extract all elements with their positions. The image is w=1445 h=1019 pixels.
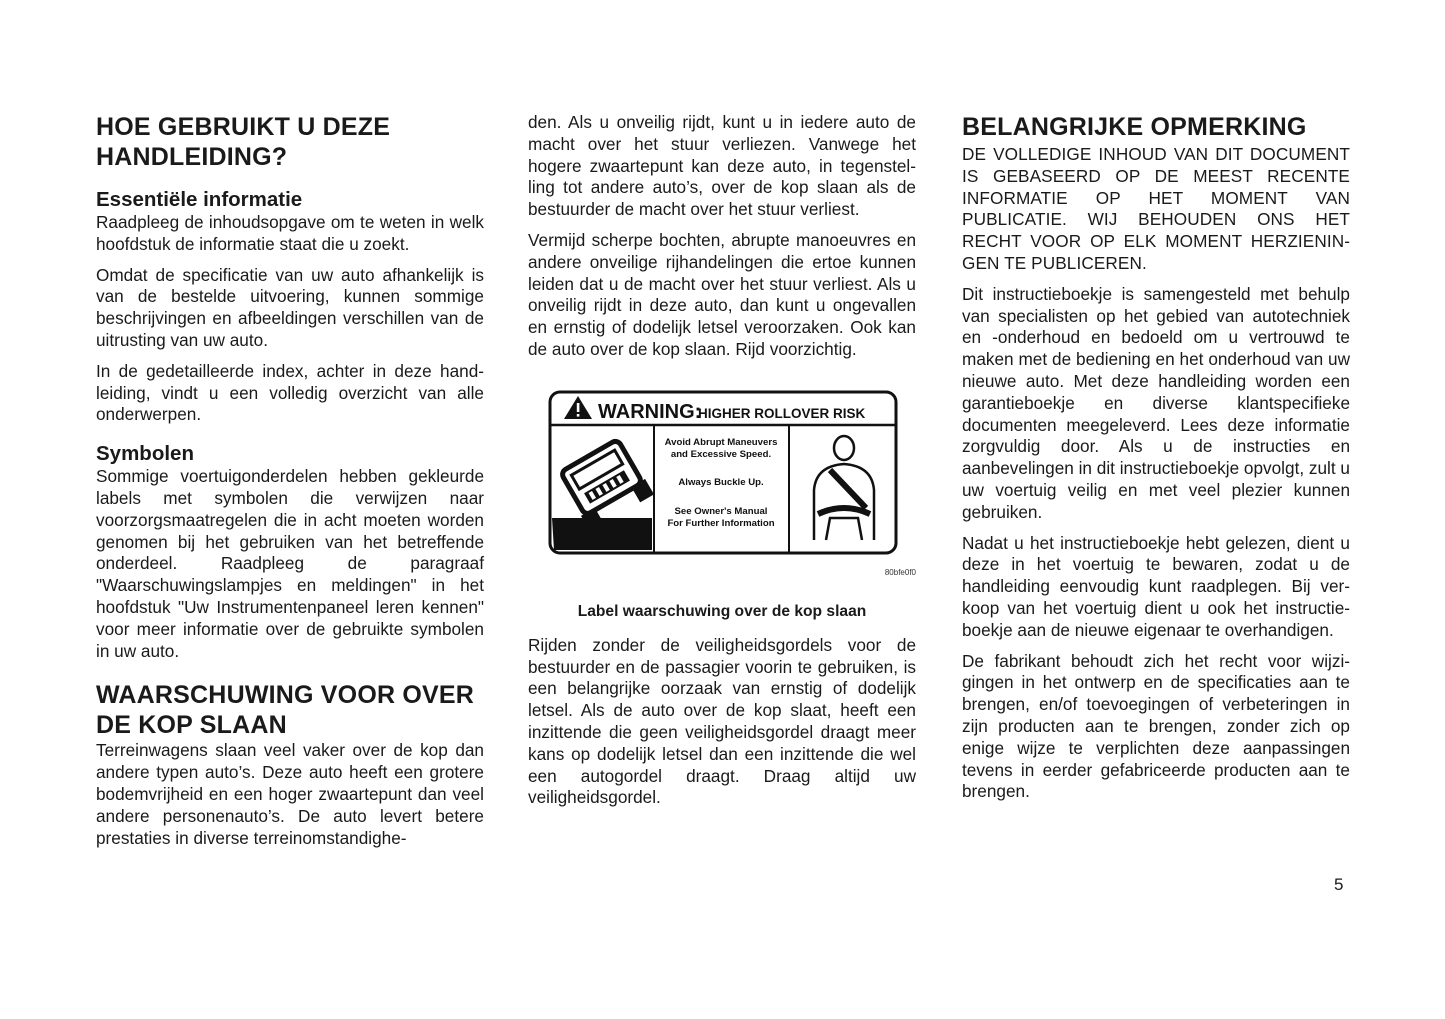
label-line-manual: See Owner's Manual [674, 505, 768, 517]
paragraph: Terreinwagens slaan veel vaker over de kop dan andere typen auto’s. Deze auto heeft een grotere bodemvrijheid en een hoger zwaartepunt dan veel andere personenauto’s. De auto levert betere prestaties in diverse terreinomstandighe- [96, 740, 484, 848]
warning-label-illustration [548, 390, 898, 555]
paragraph: Sommige voertuigonderdelen hebben gekleurde labels met symbolen die verwijzen naar voorzorgsmaatregelen die in acht moeten worden genomen bij het gebruiken van het betreffende onderdeel. Raadpleeg de paragraaf "Waarschuwingslampjes en meldingen" in het hoofdstuk "Uw Instrumentenpaneel leren kennen" voor meer informatie over de gebruikte symbolen in uw auto. [96, 466, 484, 661]
page-number: 5 [1334, 875, 1344, 894]
warning-title: HIGHER ROLLOVER RISK [698, 405, 866, 421]
label-line-speed: and Excessive Speed. [670, 448, 772, 460]
heading-how-to-use: HOE GEBRUIKT U DEZE HANDLEIDING? [96, 113, 391, 171]
column-left [96, 112, 484, 858]
rollover-warning-label [528, 390, 916, 602]
heading-important-note: BELANGRIJKE OPMERKING [962, 113, 1307, 141]
label-code: 80bfe0f0 [884, 567, 916, 577]
column-middle [528, 112, 916, 818]
heading-rollover-warning: WAARSCHUWING VOOR OVER DE KOP SLAAN [96, 681, 475, 740]
paragraph: Omdat de specificatie van uw auto afhankelijk is van de bestelde uitvoering, kunnen sommige beschrijvingen en afbeeldingen verschillen van de uitrusting van uw auto. [96, 264, 484, 350]
warning-word: WARNING: [598, 400, 702, 423]
paragraph: Dit instructieboekje is samengesteld met behulp van specialisten op het gebied van autotechniek en -onderhoud en bedoeld om u vertrouwd te maken met de bediening en het onderhoud van uw nieuwe auto. Met deze handleiding worden een garantieboekje en diverse klantspecifieke documenten meegeleverd. Lees deze informatie zorgvuldig door. Als u de instructies en aanbevelingen in dit instructieboekje opvolgt, zult u uw voertuig veilig en met veel plezier kunnen gebruiken. [962, 283, 1350, 522]
paragraph: De fabrikant behoudt zich het recht voor wijzigingen in het ontwerp en de specificaties aan te brengen, en/of toevoegingen of verbeteringen in zijn producten aan te brengen, zonder zich op enige wijze te verplichten deze aanpassingen tevens in eerder gefabriceerde producten aan te brengen. [962, 650, 1350, 802]
paragraph: Vermijd scherpe bochten, abrupte manoeuvres en andere onveilige rijhandelingen die ertoe kunnen leiden dat u de macht over het stuur verliest. Als u onveilig rijdt in deze auto, dan kunt u ongevallen en ernstig of dodelijk letsel veroorzaken. Ook kan de auto over de kop slaan. Rijd voorzichtig. [528, 229, 916, 359]
paragraph: den. Als u onveilig rijdt, kunt u in iedere auto de macht over het stuur verliezen. Vanwege het hogere zwaartepunt kan deze auto, in tegenstelling tot andere auto’s, over de kop slaan als de bestuurder de macht over het stuur verliest. [528, 112, 916, 220]
paragraph-caps-notice: DE VOLLEDIGE INHOUD VAN DIT DOCUMENT IS GEBASEERD OP DE MEEST RECENTE INFORMATIE OP HET MOMENT VAN PUBLICATIE. WIJ BEHOUDEN ONS HET RECHT VOOR OP ELK MOMENT HERZIENINGEN TE PUBLICEREN. [962, 144, 1350, 273]
paragraph: Rijden zonder de veiligheidsgordels voor de bestuurder en de passagier voorin te gebruiken, is een belangrijke oorzaak van ernstig of dodelijk letsel. Als de auto over de kop slaat, heeft een inzittende die geen veiligheidsgordel draagt meer kans op dodelijk letsel dan een inzittende die wel een autogordel draagt. Draag altijd uw veiligheidsgordel. [528, 634, 916, 808]
paragraph: In de gedetailleerde index, achter in deze handleiding, vindt u een volledig overzicht van alle onderwerpen. [96, 360, 484, 425]
column-right [962, 112, 1350, 812]
subheading-symbols: Symbolen [96, 442, 194, 466]
paragraph: Raadpleeg de inhoudsopgave om te weten in welk hoofdstuk de informatie staat die u zoekt. [96, 212, 484, 254]
label-line-buckle: Always Buckle Up. [678, 476, 764, 488]
label-line-avoid: Avoid Abrupt Maneuvers [664, 436, 778, 448]
figure-caption: Label waarschuwing over de kop slaan [577, 602, 867, 620]
label-line-info: For Further Information [667, 517, 775, 529]
subheading-essential-info: Essentiële informatie [96, 188, 303, 211]
paragraph: Nadat u het instructieboekje hebt gelezen, dient u deze in het voertuig te bewaren, zodat u de handleiding eenvoudig kunt raadplegen. Bij verkoop van het voertuig dient u ook het instructieboekje aan de nieuwe eigenaar te overhandigen. [962, 532, 1350, 640]
